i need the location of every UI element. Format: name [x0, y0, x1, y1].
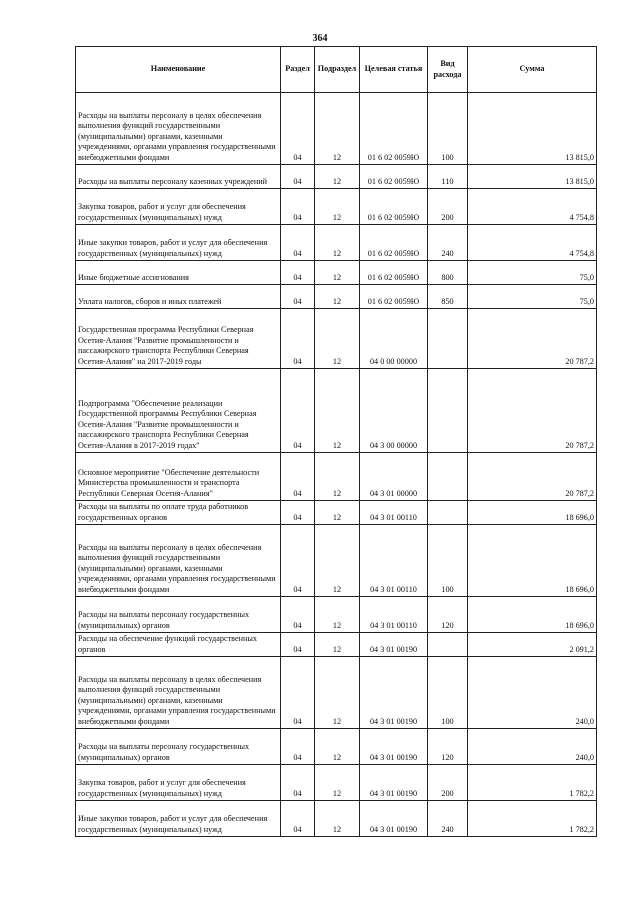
table-row — [76, 261, 597, 285]
row-sum-cell: 18 696,0 — [468, 501, 597, 525]
row-target-cell: 04 3 01 00110 — [360, 597, 428, 633]
row-target-cell: 01 6 02 0059Ю — [360, 165, 428, 189]
row-sum-cell: 240,0 — [468, 657, 597, 729]
row-section-cell: 04 — [281, 225, 315, 261]
row-target-cell: 04 3 01 00190 — [360, 801, 428, 837]
row-subsection-cell: 12 — [315, 165, 360, 189]
row-subsection-cell: 12 — [315, 225, 360, 261]
row-section-cell: 04 — [281, 261, 315, 285]
row-target-cell: 01 6 02 0059Ю — [360, 93, 428, 165]
row-subsection-cell: 12 — [315, 261, 360, 285]
table-row — [76, 597, 597, 633]
row-name-cell: Иные бюджетные ассигнования — [76, 261, 281, 285]
row-sum-cell: 1 782,2 — [468, 765, 597, 801]
row-section-cell: 04 — [281, 165, 315, 189]
row-target-cell: 01 6 02 0059Ю — [360, 189, 428, 225]
table-row — [76, 309, 597, 369]
table-row — [76, 225, 597, 261]
row-target-cell: 04 3 01 00110 — [360, 525, 428, 597]
row-name-cell: Расходы на выплаты персоналу государственных (муниципальных) органов — [76, 729, 281, 765]
row-sum-cell: 20 787,2 — [468, 309, 597, 369]
table-row — [76, 369, 597, 453]
row-type-cell: 120 — [428, 597, 468, 633]
row-name-cell: Подпрограмма "Обеспечение реализации Государственной программы Республики Северная Осетия-Алания "Развитие промышленности и пассажирского транспорта Республики Северная Осетия-Алания в 2017-2019 годах" — [76, 369, 281, 453]
row-target-cell: 04 3 01 00190 — [360, 633, 428, 657]
row-name-cell: Расходы на выплаты по оплате труда работников государственных органов — [76, 501, 281, 525]
row-subsection-cell: 12 — [315, 633, 360, 657]
row-section-cell: 04 — [281, 309, 315, 369]
row-subsection-cell: 12 — [315, 765, 360, 801]
row-sum-cell: 13 815,0 — [468, 165, 597, 189]
row-target-cell: 01 6 02 0059Ю — [360, 285, 428, 309]
row-subsection-cell: 12 — [315, 369, 360, 453]
row-type-cell — [428, 633, 468, 657]
row-type-cell: 100 — [428, 657, 468, 729]
header-subsection: Подраздел — [315, 47, 360, 93]
header-expense-type: Вид расхода — [428, 47, 468, 93]
row-sum-cell: 4 754,8 — [468, 189, 597, 225]
row-type-cell: 120 — [428, 729, 468, 765]
row-target-cell: 01 6 02 0059Ю — [360, 225, 428, 261]
row-type-cell: 800 — [428, 261, 468, 285]
row-sum-cell: 13 815,0 — [468, 93, 597, 165]
row-target-cell: 04 3 01 00000 — [360, 453, 428, 501]
table-row — [76, 525, 597, 597]
page-number: 364 — [312, 33, 328, 44]
row-type-cell — [428, 501, 468, 525]
row-type-cell — [428, 309, 468, 369]
row-name-cell: Основное мероприятие "Обеспечение деятельности Министерства промышленности и транспорта Республики Северная Осетия-Алания" — [76, 453, 281, 501]
row-name-cell: Государственная программа Республики Северная Осетия-Алания "Развитие промышленности и пассажирского транспорта Республики Северная Осетия-Алания" на 2017-2019 годы — [76, 309, 281, 369]
row-name-cell: Расходы на выплаты персоналу казенных учреждений — [76, 165, 281, 189]
row-sum-cell: 1 782,2 — [468, 801, 597, 837]
row-target-cell: 04 3 00 00000 — [360, 369, 428, 453]
row-subsection-cell: 12 — [315, 285, 360, 309]
row-subsection-cell: 12 — [315, 501, 360, 525]
table-row — [76, 93, 597, 165]
row-section-cell: 04 — [281, 369, 315, 453]
table-row — [76, 729, 597, 765]
row-sum-cell: 75,0 — [468, 285, 597, 309]
row-section-cell: 04 — [281, 453, 315, 501]
table-row — [76, 765, 597, 801]
row-type-cell: 850 — [428, 285, 468, 309]
row-sum-cell: 75,0 — [468, 261, 597, 285]
row-target-cell: 04 3 01 00190 — [360, 657, 428, 729]
row-type-cell: 100 — [428, 93, 468, 165]
row-sum-cell: 240,0 — [468, 729, 597, 765]
row-section-cell: 04 — [281, 189, 315, 225]
row-sum-cell: 18 696,0 — [468, 525, 597, 597]
row-name-cell: Уплата налогов, сборов и иных платежей — [76, 285, 281, 309]
row-sum-cell: 2 091,2 — [468, 633, 597, 657]
header-name: Наименование — [76, 47, 281, 93]
row-sum-cell: 4 754,8 — [468, 225, 597, 261]
row-subsection-cell: 12 — [315, 189, 360, 225]
row-name-cell: Расходы на выплаты персоналу в целях обеспечения выполнения функций государственными (муниципальными) органами, казенными учреждениями, органами управления государственными внебюджетными фондами — [76, 525, 281, 597]
table-row — [76, 165, 597, 189]
header-target-article: Целевая статья — [360, 47, 428, 93]
row-type-cell: 100 — [428, 525, 468, 597]
row-name-cell: Расходы на обеспечение функций государственных органов — [76, 633, 281, 657]
row-subsection-cell: 12 — [315, 657, 360, 729]
row-name-cell: Расходы на выплаты персоналу государственных (муниципальных) органов — [76, 597, 281, 633]
row-sum-cell: 18 696,0 — [468, 597, 597, 633]
row-sum-cell: 20 787,2 — [468, 453, 597, 501]
row-subsection-cell: 12 — [315, 729, 360, 765]
row-name-cell: Расходы на выплаты персоналу в целях обеспечения выполнения функций государственными (муниципальными) органами, казенными учреждениями, органами управления государственными внебюджетными фондами — [76, 93, 281, 165]
row-name-cell: Расходы на выплаты персоналу в целях обеспечения выполнения функций государственными (муниципальными) органами, казенными учреждениями, органами управления государственными внебюджетными фондами — [76, 657, 281, 729]
row-type-cell: 200 — [428, 765, 468, 801]
table-row — [76, 285, 597, 309]
row-type-cell: 110 — [428, 165, 468, 189]
row-section-cell: 04 — [281, 525, 315, 597]
table-row — [76, 633, 597, 657]
header-section: Раздел — [281, 47, 315, 93]
row-target-cell: 04 0 00 00000 — [360, 309, 428, 369]
row-subsection-cell: 12 — [315, 309, 360, 369]
row-section-cell: 04 — [281, 801, 315, 837]
row-section-cell: 04 — [281, 597, 315, 633]
table-header-row — [76, 47, 597, 93]
row-name-cell: Иные закупки товаров, работ и услуг для обеспечения государственных (муниципальных) нужд — [76, 225, 281, 261]
row-name-cell: Закупка товаров, работ и услуг для обеспечения государственных (муниципальных) нужд — [76, 765, 281, 801]
row-type-cell: 240 — [428, 801, 468, 837]
row-subsection-cell: 12 — [315, 597, 360, 633]
row-section-cell: 04 — [281, 765, 315, 801]
row-section-cell: 04 — [281, 501, 315, 525]
row-target-cell: 04 3 01 00190 — [360, 729, 428, 765]
header-sum: Сумма — [468, 47, 597, 93]
row-section-cell: 04 — [281, 729, 315, 765]
row-type-cell — [428, 453, 468, 501]
row-subsection-cell: 12 — [315, 453, 360, 501]
row-subsection-cell: 12 — [315, 93, 360, 165]
table-row — [76, 501, 597, 525]
row-section-cell: 04 — [281, 633, 315, 657]
table-row — [76, 657, 597, 729]
row-type-cell: 200 — [428, 189, 468, 225]
row-sum-cell: 20 787,2 — [468, 369, 597, 453]
row-section-cell: 04 — [281, 285, 315, 309]
table-row — [76, 189, 597, 225]
row-section-cell: 04 — [281, 657, 315, 729]
table-row — [76, 801, 597, 837]
row-type-cell: 240 — [428, 225, 468, 261]
row-type-cell — [428, 369, 468, 453]
row-name-cell: Закупка товаров, работ и услуг для обеспечения государственных (муниципальных) нужд — [76, 189, 281, 225]
table-row — [76, 453, 597, 501]
row-section-cell: 04 — [281, 93, 315, 165]
row-target-cell: 04 3 01 00190 — [360, 765, 428, 801]
row-name-cell: Иные закупки товаров, работ и услуг для обеспечения государственных (муниципальных) нужд — [76, 801, 281, 837]
row-target-cell: 01 6 02 0059Ю — [360, 261, 428, 285]
row-target-cell: 04 3 01 00110 — [360, 501, 428, 525]
row-subsection-cell: 12 — [315, 525, 360, 597]
budget-table — [75, 46, 597, 837]
row-subsection-cell: 12 — [315, 801, 360, 837]
